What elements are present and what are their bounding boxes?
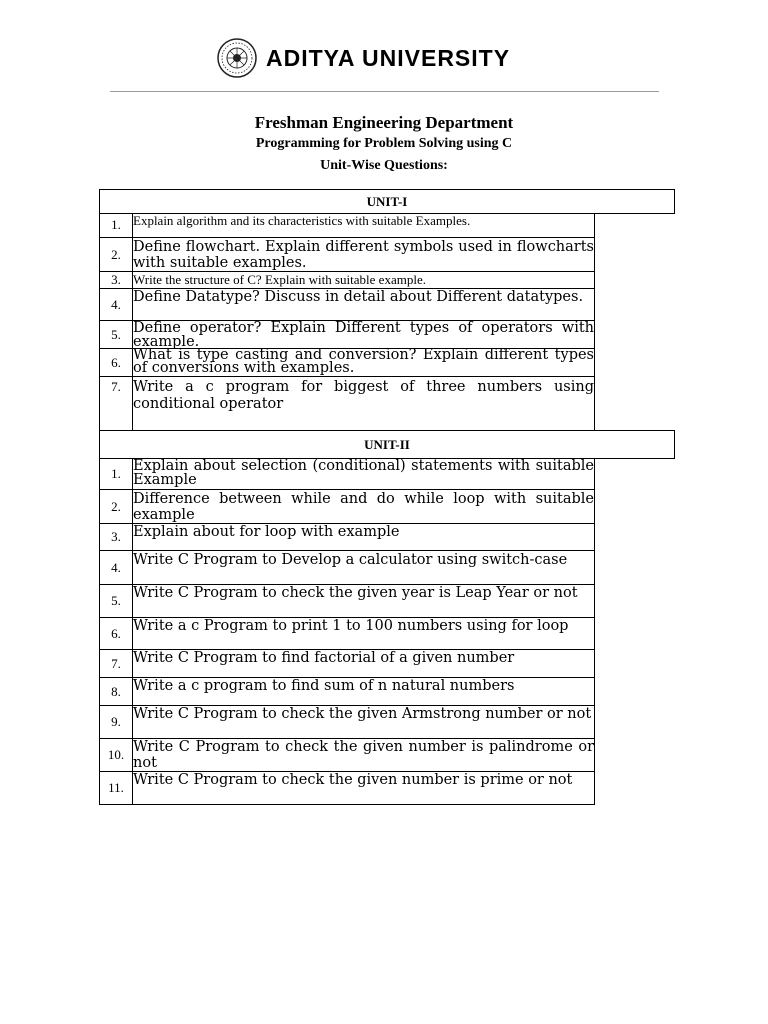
unit-2-question-row [99,739,595,772]
question-number: 1. [100,458,133,489]
question-text: Write a c program to find sum of n natural numbers [133,678,515,694]
question-text: Define Datatype? Discuss in detail about Different datatypes. [133,289,584,305]
question-number: 8. [100,678,133,705]
department-title: Freshman Engineering Department [254,113,514,132]
question-text: Write C Program to check the given Armstrong number or not [133,706,592,722]
unit-1-question-row [99,272,595,289]
unit-1-heading: UNIT-I [99,189,675,214]
question-number: 2. [100,490,133,523]
question-text: Write C Program to check the given number is prime or not [133,772,573,788]
question-number: 3. [100,272,133,288]
university-seal-icon [216,37,258,79]
question-number: 4. [100,289,133,320]
unit-1-question-row [99,213,595,238]
unit-2-question-row [99,678,595,706]
unit-1-question-row [99,289,595,321]
question-number: 6. [100,618,133,649]
question-number: 5. [100,585,133,617]
question-text: Define flowchart. Explain different symbols used in flowcharts with suitable examples. [133,239,594,271]
unit-2-question-row [99,618,595,650]
question-text: Difference between while and do while loop with suitable example [133,491,594,523]
question-number: 9. [100,706,133,738]
question-text: Write C Program to check the given number is palindrome or not [133,739,594,771]
question-text: Define operator? Explain Different types of operators with example. [133,320,594,350]
question-text: Write C Program to find factorial of a given number [133,650,515,666]
unit-2-question-row [99,551,595,585]
unit-1-question-row [99,321,595,349]
question-text: Explain about selection (conditional) statements with suitable Example [133,458,594,488]
unit-1-question-row [99,238,595,272]
question-text: Write the structure of C? Explain with suitable example. [133,272,426,287]
unit-1-question-row [99,349,595,377]
university-name: ADITYA UNIVERSITY [266,44,511,71]
question-number: 4. [100,551,133,584]
unit-2-question-row [99,650,595,678]
university-logo [216,36,556,80]
question-text: Explain algorithm and its characteristics with suitable Examples. [133,213,471,228]
question-number: 2. [100,238,133,271]
question-number: 5. [100,321,133,348]
question-number: 10. [100,739,133,771]
header-divider [110,91,659,92]
question-text: Write a c program for biggest of three numbers using conditional operator [133,379,594,412]
question-text: Write C Program to check the given year is Leap Year or not [133,585,578,601]
question-number: 1. [100,213,133,237]
unit-2-question-row [99,706,595,739]
document-subtitle: Unit-Wise Questions: [320,158,448,173]
unit-1-question-row [99,377,595,431]
question-number: 7. [100,650,133,677]
question-text: Write C Program to Develop a calculator using switch-case [133,552,568,568]
unit-2-question-row [99,458,595,490]
question-text: Explain about for loop with example [133,524,400,540]
question-number: 7. [100,377,133,430]
question-number: 3. [100,524,133,550]
course-title: Programming for Problem Solving using C [255,136,513,151]
unit-2-heading: UNIT-II [99,430,675,459]
question-number: 11. [100,772,133,804]
question-text: Write a c Program to print 1 to 100 numbers using for loop [133,618,569,634]
unit-2-question-row [99,585,595,618]
unit-2-question-row [99,524,595,551]
unit-2-question-row [99,772,595,805]
unit-2-question-row [99,490,595,524]
question-text: What is type casting and conversion? Explain different types of conversions with examples. [133,347,594,376]
question-number: 6. [100,349,133,376]
